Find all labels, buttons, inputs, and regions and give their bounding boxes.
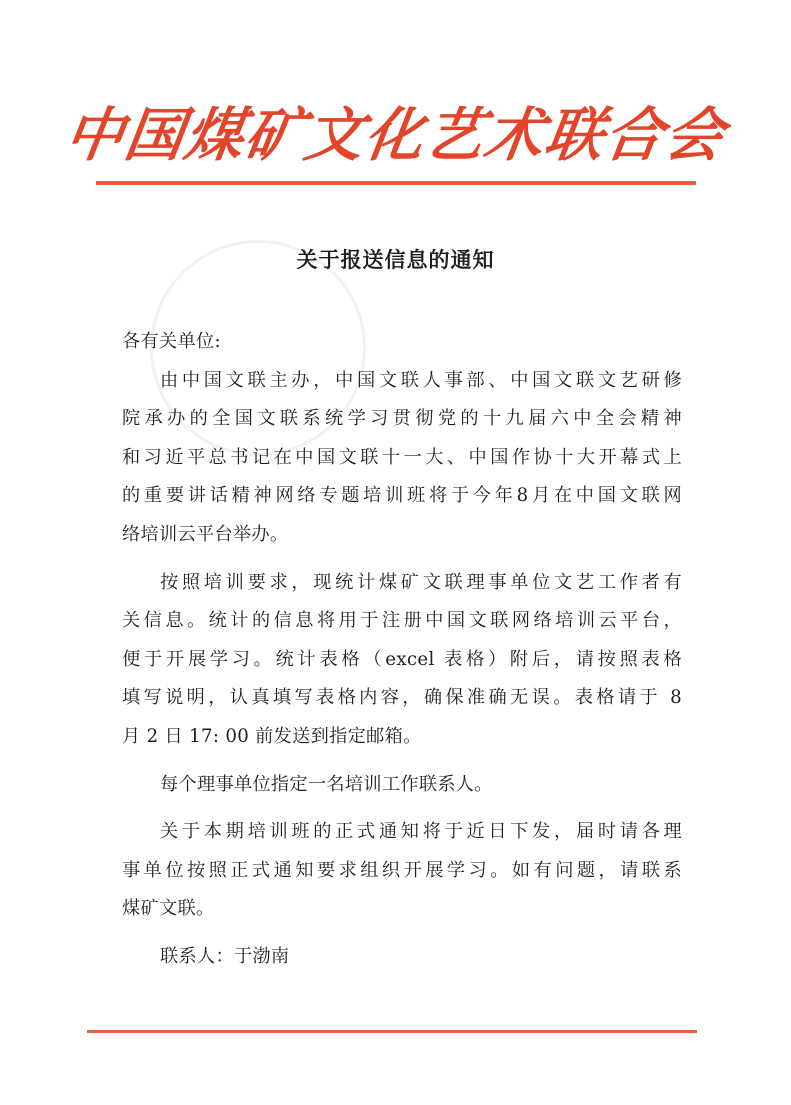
- contact-person: 联系人：于渤南: [160, 945, 290, 967]
- paragraph-line: 院承办的全国文联系统学习贯彻党的十九届六中全会精神: [122, 408, 682, 430]
- paragraph-line: 和习近平总书记在中国文联十一大、中国作协十大开幕式上: [122, 446, 682, 468]
- letterhead-red-rule: [96, 181, 696, 185]
- paragraph-line: 每个理事单位指定一名培训工作联系人。: [160, 773, 493, 795]
- paragraph-line: 由中国文联主办，中国文联人事部、中国文联文艺研修: [160, 369, 682, 391]
- footer-red-rule: [87, 1030, 697, 1033]
- paragraph-line: 填写说明，认真填写表格内容，确保准确无误。表格请于 8: [122, 687, 682, 709]
- letterhead-org-name: 中国煤矿文化艺术联合会: [60, 101, 731, 169]
- document-body: [122, 323, 682, 977]
- paragraph-4: [122, 813, 682, 929]
- paragraph-line: 络培训云平台举办。: [122, 523, 289, 545]
- paragraph-line: 事单位按照正式通知要求组织开展学习。如有问题，请联系: [122, 859, 682, 881]
- paragraph-3: [122, 766, 682, 805]
- salutation: 各有关单位:: [122, 331, 221, 352]
- paragraph-line: 月 2 日 17: 00 前发送到指定邮箱。: [122, 725, 422, 747]
- paragraph-line: 的重要讲话精神网络专题培训班将于今年8月在中国文联网: [122, 485, 682, 507]
- document-title: 关于报送信息的通知: [296, 247, 495, 272]
- paragraph-2: [122, 564, 682, 757]
- paragraph-line: 便于开展学习。统计表格（excel 表格）附后，请按照表格: [122, 648, 682, 670]
- paragraph-line: 关于本期培训班的正式通知将于近日下发，届时请各理: [160, 821, 682, 843]
- paragraph-line: 关信息。统计的信息将用于注册中国文联网络培训云平台，: [122, 610, 682, 632]
- paragraph-1: [122, 362, 682, 555]
- paragraph-line: 煤矿文联。: [122, 898, 215, 920]
- paragraph-line: 按照培训要求，现统计煤矿文联理事单位文艺工作者有: [160, 571, 682, 593]
